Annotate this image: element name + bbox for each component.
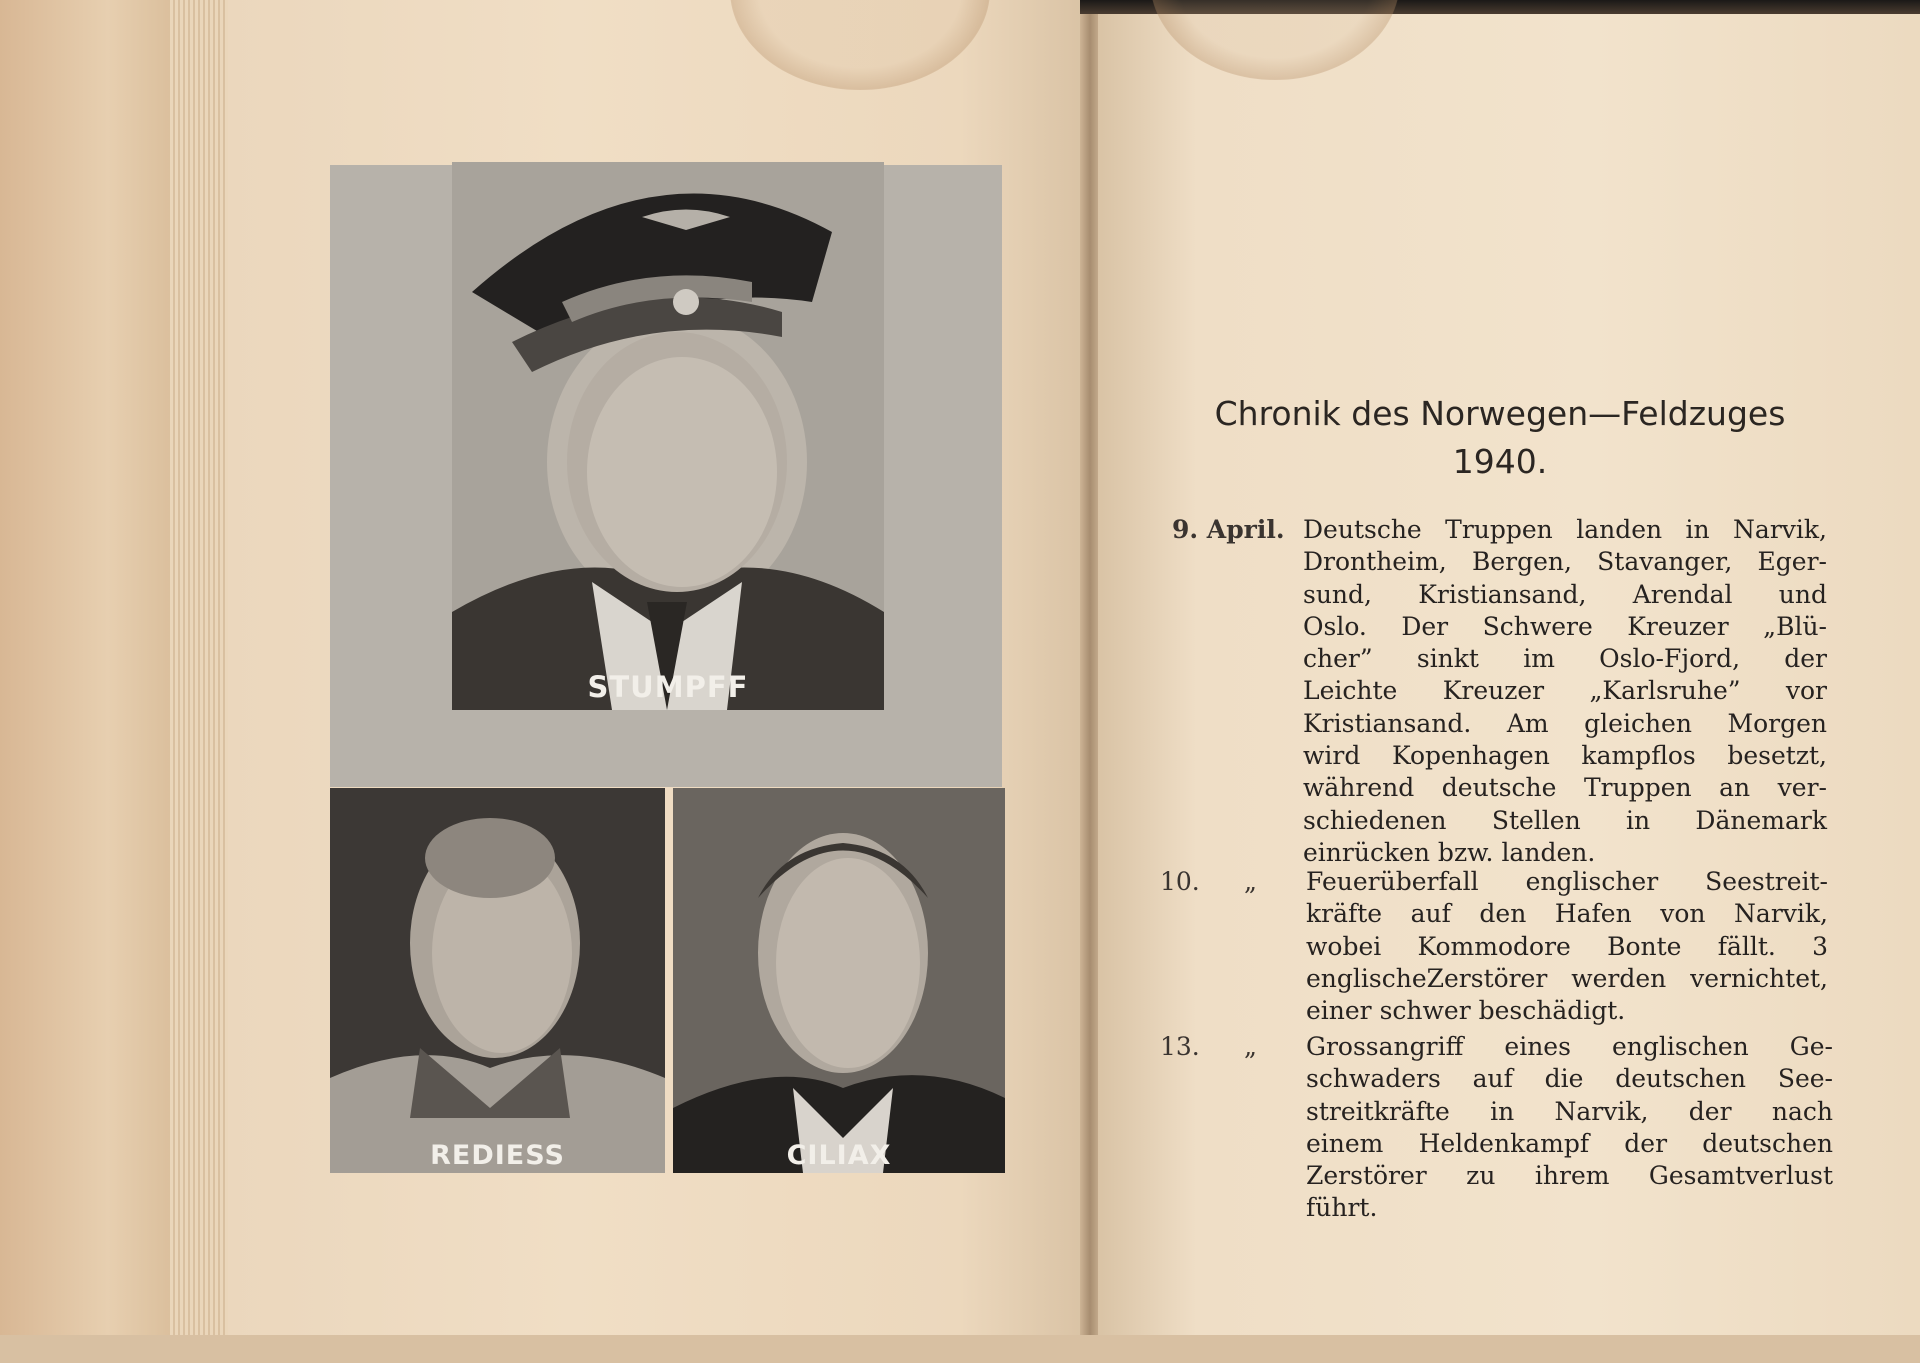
portrait-ciliax [673,788,1005,1173]
entry-3-line: einem Heldenkampf der deutschen [1306,1128,1833,1158]
entry-2-date: 10. [1160,867,1200,896]
entry-3-line: Zerstörer zu ihrem Gesamtverlust [1306,1161,1833,1191]
portrait-rediess [330,788,665,1173]
entry-1-line: sund, Kristiansand, Arendal und [1303,579,1827,609]
entry-3-line: Grossangriff eines englischen Ge- [1306,1032,1833,1061]
portrait-ciliax-image [673,788,1005,1173]
entry-1-line: Leichte Kreuzer „Karlsruhe” vor [1303,676,1827,706]
entry-1-date: 9. April. [1172,515,1285,544]
entry-1-line: während deutsche Truppen an ver- [1303,773,1827,803]
portrait-stumpff-image [452,162,884,710]
entry-3-line: führt. [1306,1193,1378,1223]
caption-rediess: REDIESS [430,1140,565,1171]
entry-3-date: 13. [1160,1032,1200,1061]
entry-1-line: Deutsche Truppen landen in Narvik, [1303,515,1827,544]
entry-1-line: Drontheim, Bergen, Stavanger, Eger- [1303,547,1827,577]
entry-3-line: schwaders auf die deutschen See- [1306,1064,1833,1094]
bottom-edge [0,1335,1920,1363]
entry-2-ditto: „ [1244,867,1257,896]
entry-3-ditto: „ [1244,1032,1257,1061]
entry-3-text [1306,1031,1833,1225]
chronicle-title-line1: Chronik des Norwegen—Feldzuges [1214,394,1786,433]
entry-2-line: englischeZerstörer werden vernichtet, [1306,963,1828,993]
entry-2-text [1306,866,1828,1027]
portrait-stumpff [452,162,884,710]
entry-3-line: streitkräfte in Narvik, der nach [1306,1096,1833,1126]
chronicle-title [1150,390,1850,486]
caption-ciliax: CILIAX [786,1140,892,1171]
entry-2-line: Feuerüberfall englischer Seestreit- [1306,867,1828,896]
entry-2-line: einer schwer beschädigt. [1306,996,1626,1026]
page-stack [0,0,180,1363]
book-gutter [1080,0,1100,1340]
entry-2-line: wobei Kommodore Bonte fällt. 3 [1306,931,1828,961]
chronicle-title-year: 1940. [1452,442,1548,481]
entry-1-line: Kristiansand. Am gleichen Morgen [1303,708,1827,738]
entry-1-line: Oslo. Der Schwere Kreuzer „Blü- [1303,611,1827,641]
entry-1-text [1303,514,1827,869]
entry-2-line: kräfte auf den Hafen von Narvik, [1306,899,1828,929]
portrait-rediess-image [330,788,665,1173]
entry-1-line: einrücken bzw. landen. [1303,837,1596,867]
entry-1-line: cher” sinkt im Oslo-Fjord, der [1303,644,1827,674]
entry-1-line: wird Kopenhagen kampflos besetzt, [1303,741,1827,771]
page-edges [170,0,230,1363]
caption-stumpff: STUMPFF [587,670,749,704]
entry-1-line: schiedenen Stellen in Dänemark [1303,805,1827,835]
